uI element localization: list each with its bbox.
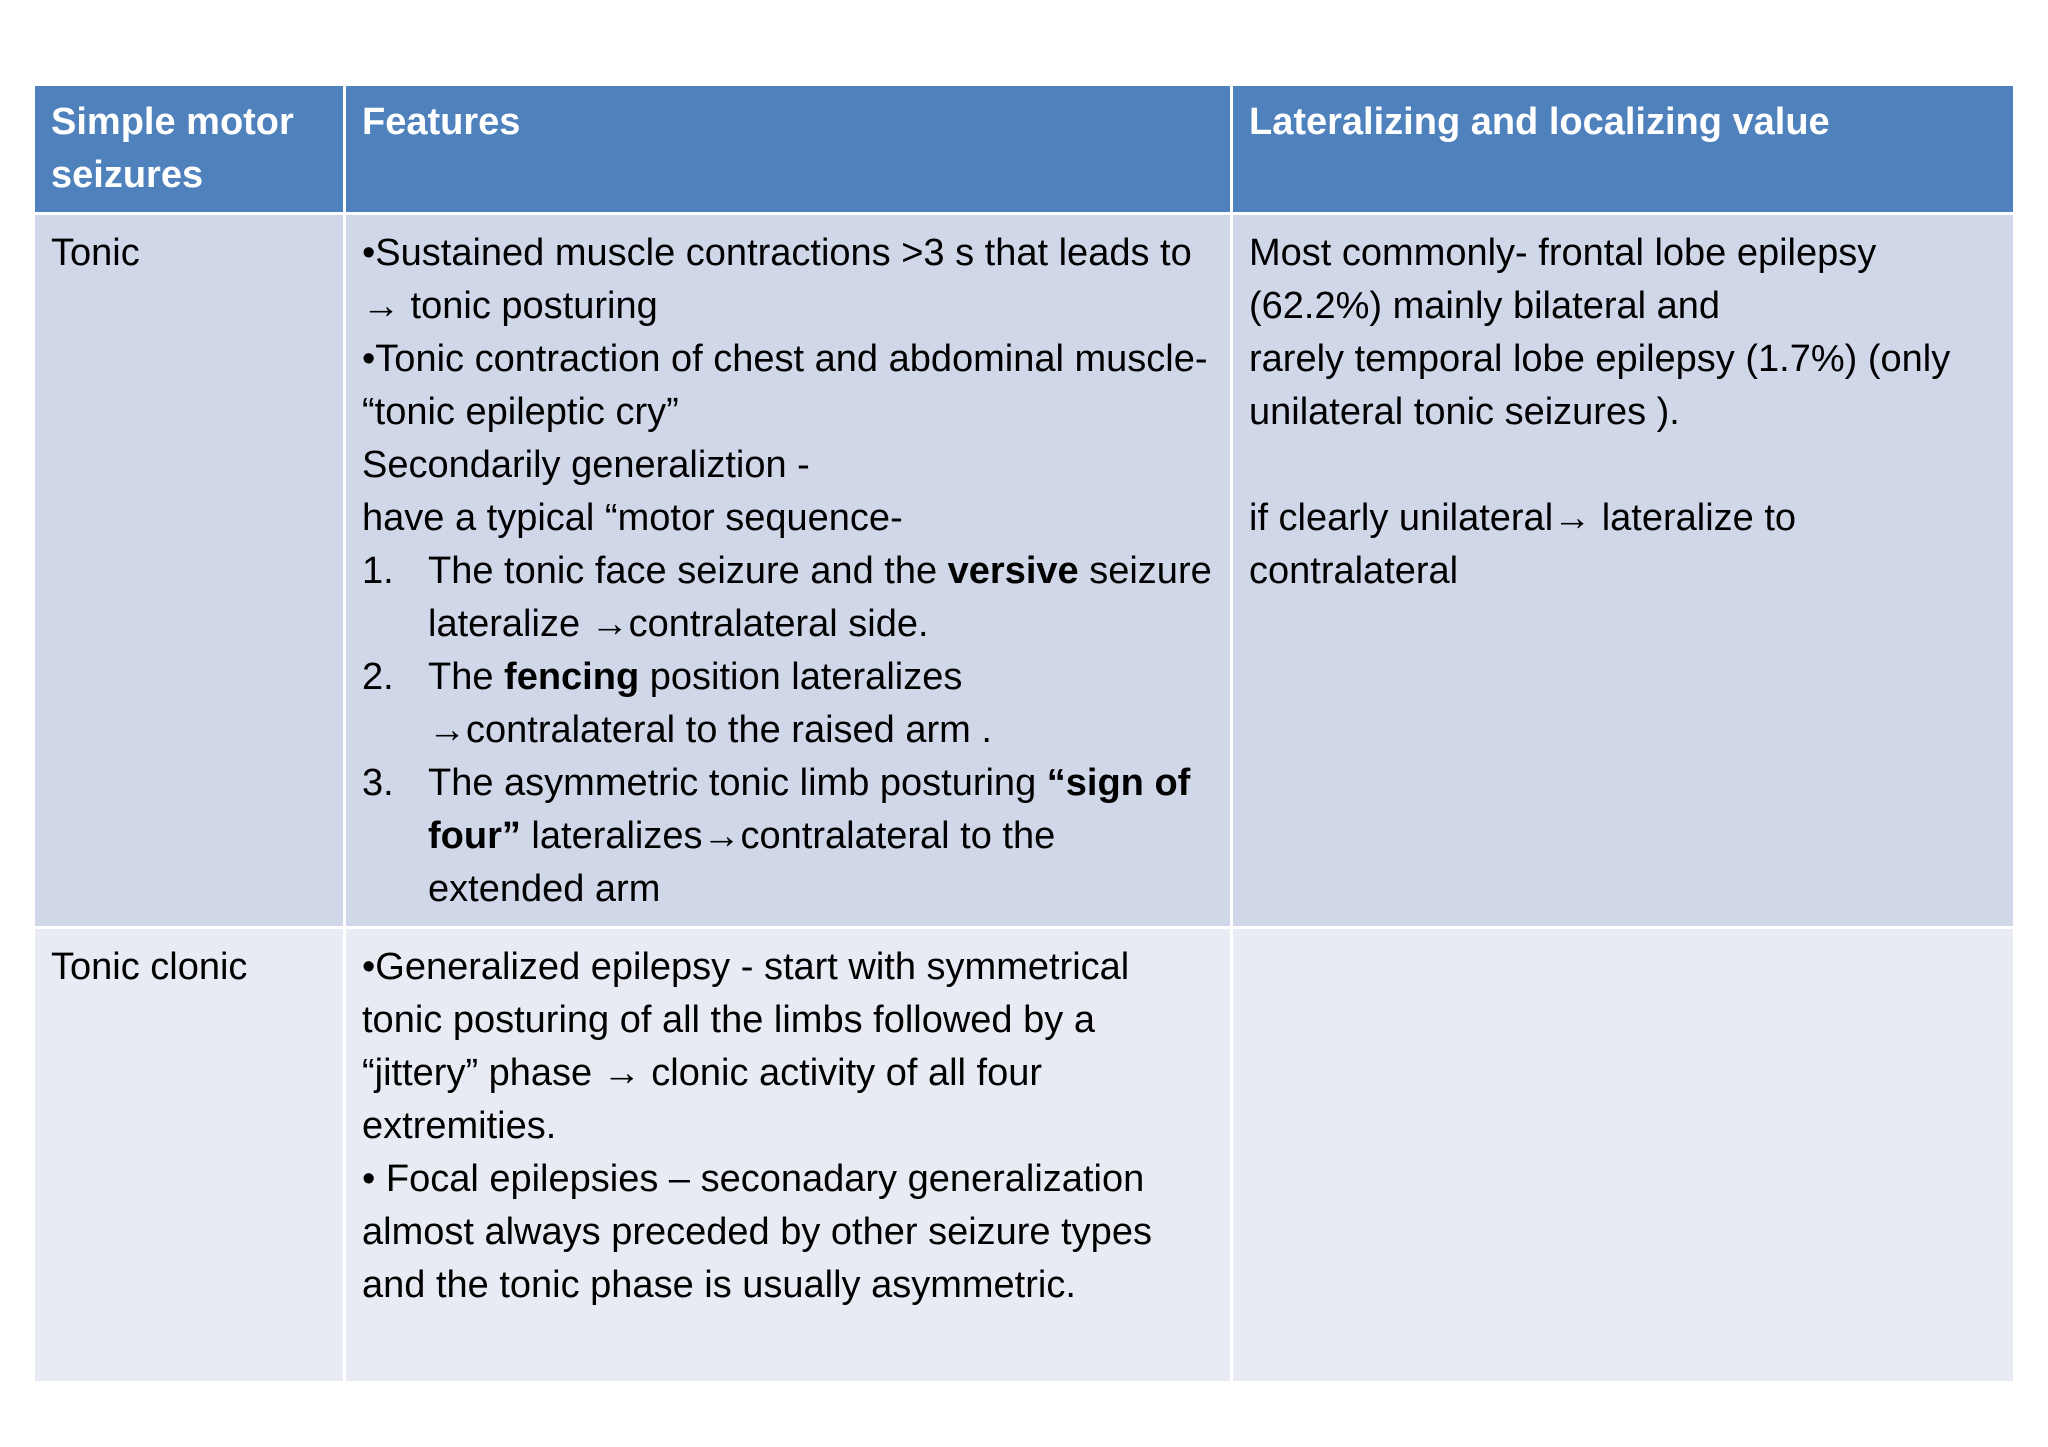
cell-features (345, 214, 1232, 928)
feature-line: Secondarily generaliztion - (362, 444, 810, 486)
cell-features (345, 928, 1232, 1383)
list-text: lateralizes (520, 815, 703, 857)
list-text: contralateral to the extended arm (428, 815, 1056, 910)
arrow-right-icon: → (590, 603, 629, 645)
feature-text: •Generalized epilepsy - start with symmetrical tonic posturing of all the limbs followed by a “jittery” phase (362, 946, 1130, 1094)
value-line: rarely temporal lobe epilepsy (1.7%) (only unilateral tonic seizures ). (1249, 338, 1951, 433)
feature-text: •Sustained muscle contractions >3 s that leads to (362, 232, 1192, 274)
list-bold-term: “sign of four” (428, 762, 1191, 857)
list-item-text (428, 651, 1214, 757)
list-item-text (428, 757, 1214, 916)
feature-text: tonic posturing (400, 285, 658, 327)
list-text: The tonic face seizure and the (428, 550, 948, 592)
arrow-right-icon: → (602, 1052, 641, 1094)
list-number: 3. (362, 762, 394, 804)
list-text: contralateral to the raised arm . (466, 709, 992, 751)
value-line: Most commonly- frontal lobe epilepsy (62.2%) mainly bilateral and (1249, 232, 1877, 327)
list-item (362, 651, 1214, 757)
list-item (362, 545, 1214, 651)
spacer (1249, 439, 1997, 492)
header-seizure-type: Simple motor seizures (34, 85, 345, 214)
list-item-text (428, 545, 1214, 651)
feature-line (362, 227, 1214, 333)
seizure-table (32, 83, 2016, 1384)
header-features: Features (345, 85, 1232, 214)
feature-line: have a typical “motor sequence- (362, 497, 903, 539)
cell-seizure-type: Tonic (34, 214, 345, 928)
arrow-right-icon: → (702, 815, 741, 857)
arrow-right-icon: → (428, 709, 466, 751)
value-text: lateralize to contralateral (1249, 497, 1797, 592)
value-line (1249, 492, 1997, 598)
table-row (34, 214, 2015, 928)
list-bold-term: versive (947, 550, 1079, 592)
list-number: 2. (362, 656, 394, 698)
feature-line: • Focal epilepsies – seconadary generalization almost always preceded by other seizure types and the tonic phase is usually asymmetric. (362, 1158, 1152, 1306)
list-text: The (428, 656, 505, 698)
feature-line: •Tonic contraction of chest and abdominal muscle- “tonic epileptic cry” (362, 338, 1208, 433)
cell-lateralizing-value (1232, 214, 2015, 928)
value-text: if clearly unilateral (1249, 497, 1554, 539)
list-text: position lateralizes (639, 656, 963, 698)
feature-line (362, 941, 1214, 1153)
table-row (34, 928, 2015, 1383)
cell-lateralizing-value (1232, 928, 2015, 1383)
cell-seizure-type: Tonic clonic (34, 928, 345, 1383)
list-bold-term: fencing (504, 656, 640, 698)
list-number: 1. (362, 550, 394, 592)
header-lateralizing-value: Lateralizing and localizing value (1232, 85, 2015, 214)
arrow-right-icon: → (1553, 497, 1592, 539)
list-text: seizure lateralize (428, 550, 1212, 645)
feature-text: clonic activity of all four extremities. (362, 1052, 1043, 1147)
arrow-right-icon: → (362, 285, 400, 327)
list-item (362, 757, 1214, 916)
table-header-row (34, 85, 2015, 214)
list-text: The asymmetric tonic limb posturing (428, 762, 1047, 804)
list-text: contralateral side. (628, 603, 929, 645)
